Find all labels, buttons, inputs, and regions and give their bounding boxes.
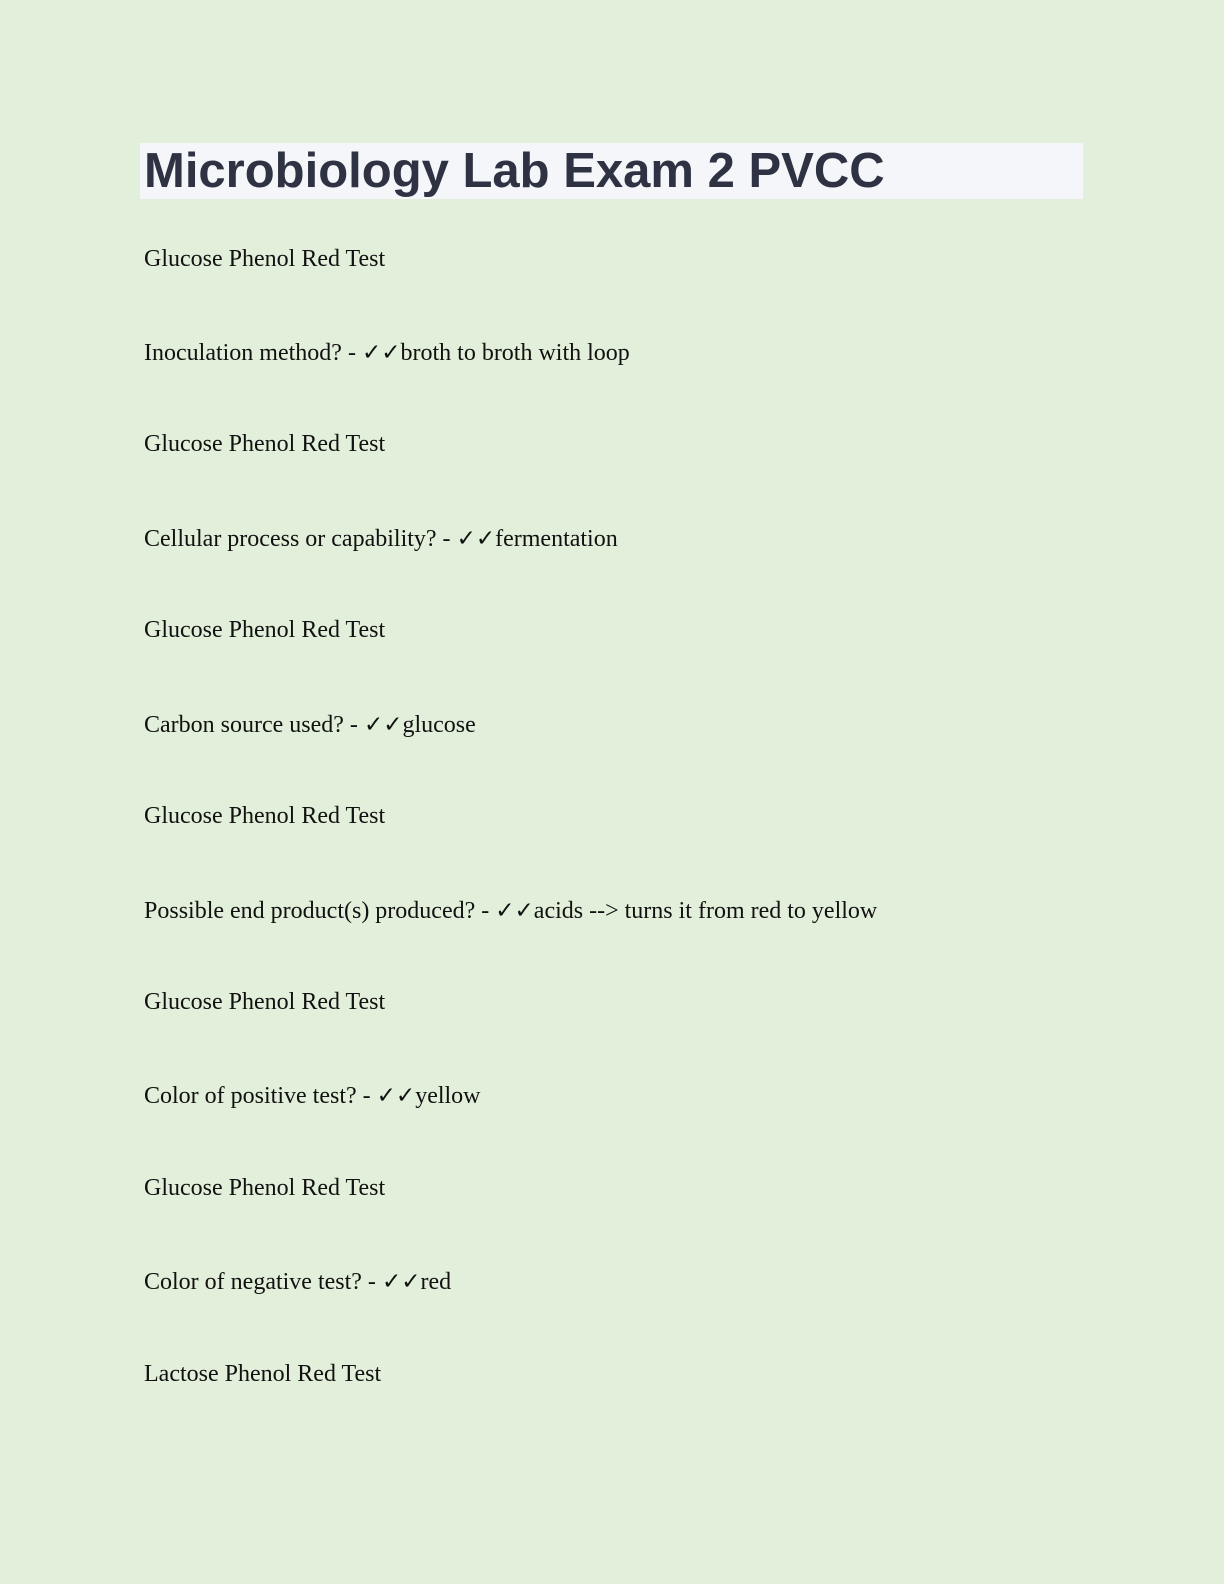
- document-title: Microbiology Lab Exam 2 PVCC: [144, 144, 885, 198]
- term-line: Lactose Phenol Red Test: [144, 1361, 382, 1387]
- question-line: [144, 338, 630, 368]
- term-line: Glucose Phenol Red Test: [144, 803, 386, 829]
- answer-text: red: [420, 1269, 452, 1295]
- term-line: Glucose Phenol Red Test: [144, 431, 386, 457]
- answer-text: fermentation: [495, 526, 618, 552]
- question-line: [144, 896, 877, 926]
- question-text: Possible end product(s) produced? -: [144, 898, 496, 924]
- term-line: Glucose Phenol Red Test: [144, 246, 386, 272]
- answer-text: glucose: [402, 712, 476, 738]
- answer-text: broth to broth with loop: [400, 340, 630, 366]
- question-text: Inoculation method? -: [144, 340, 362, 366]
- question-line: [144, 1267, 451, 1297]
- question-text: Carbon source used? -: [144, 712, 364, 738]
- double-check-icon: ✓✓: [376, 1083, 416, 1109]
- double-check-icon: ✓✓: [381, 1269, 421, 1295]
- question-line: [144, 1081, 481, 1111]
- question-line: [144, 524, 618, 554]
- question-line: [144, 710, 476, 740]
- double-check-icon: ✓✓: [456, 526, 496, 552]
- answer-text: acids --> turns it from red to yellow: [533, 898, 878, 924]
- answer-text: yellow: [415, 1083, 481, 1109]
- question-text: Color of positive test? -: [144, 1083, 377, 1109]
- double-check-icon: ✓✓: [495, 898, 534, 924]
- question-text: Color of negative test? -: [144, 1269, 382, 1295]
- term-line: Glucose Phenol Red Test: [144, 617, 386, 643]
- question-text: Cellular process or capability? -: [144, 526, 457, 552]
- term-line: Glucose Phenol Red Test: [144, 989, 386, 1015]
- double-check-icon: ✓✓: [363, 712, 403, 738]
- term-line: Glucose Phenol Red Test: [144, 1175, 386, 1201]
- double-check-icon: ✓✓: [361, 340, 401, 366]
